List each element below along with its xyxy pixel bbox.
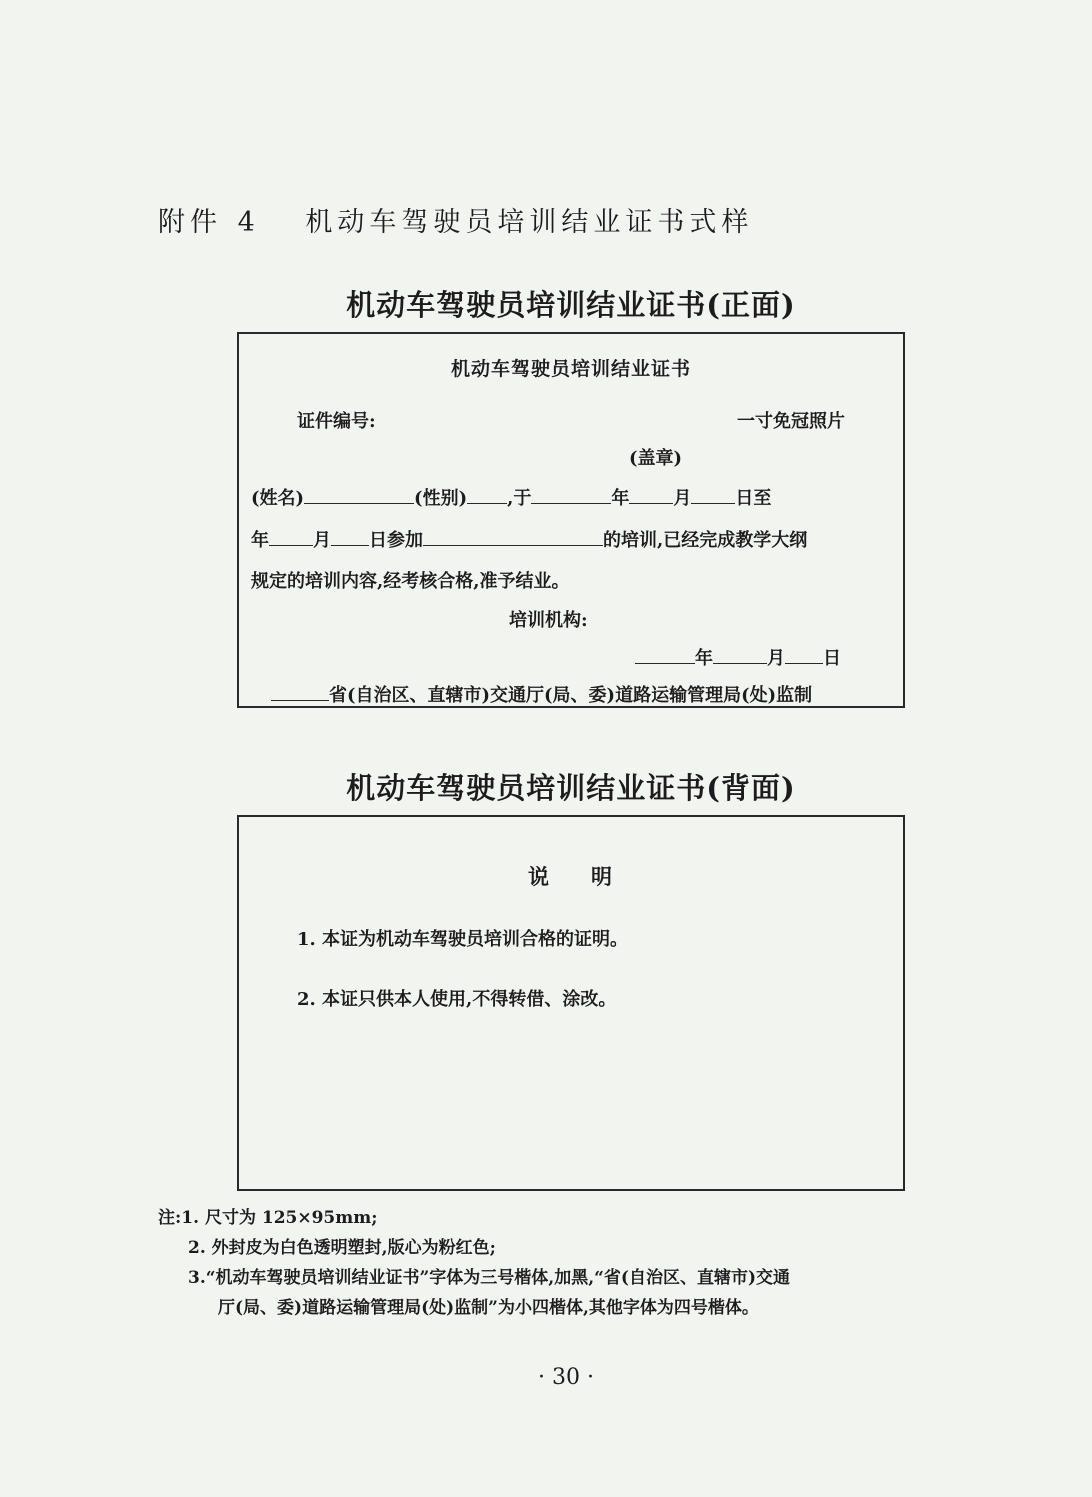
supervision-text: 省(自治区、直辖市)交通厅(局、委)道路运输管理局(处)监制 <box>329 685 813 706</box>
issue-month-label: 月 <box>767 648 785 669</box>
annex-label: 附件 <box>158 207 222 238</box>
province-blank <box>271 683 329 701</box>
gender-blank <box>467 486 507 504</box>
issue-year-blank <box>635 646 695 664</box>
name-label: (姓名) <box>251 488 305 509</box>
end-month-label: 月 <box>313 530 331 551</box>
description-heading <box>239 861 903 891</box>
annex-title-text: 机动车驾驶员培训结业证书式样 <box>305 207 754 238</box>
at-label: ,于 <box>507 488 532 509</box>
notes <box>158 1203 790 1323</box>
end-day-blank <box>331 528 369 546</box>
certificate-back <box>237 815 905 1191</box>
end-month-blank <box>269 528 313 546</box>
start-year-label: 年 <box>611 488 630 509</box>
issue-date <box>635 644 841 670</box>
certificate-front <box>237 332 905 708</box>
issue-month-blank <box>713 646 767 664</box>
description-item-1: 1. 本证为机动车驾驶员培训合格的证明。 <box>297 929 629 950</box>
note-1: 注:1. 尺寸为 125×95mm; <box>158 1208 378 1228</box>
front-section-title: 机动车驾驶员培训结业证书(正面) <box>346 288 796 322</box>
start-year-blank <box>531 486 611 504</box>
annex-title <box>158 200 753 239</box>
start-month-blank <box>629 486 673 504</box>
cert-number-label: 证件编号: <box>297 411 376 432</box>
page-number: · 30 · <box>538 1365 594 1390</box>
note-2: 2. 外封皮为白色透明塑封,版心为粉红色; <box>188 1238 496 1258</box>
issue-year-label: 年 <box>695 648 713 669</box>
photo-label: 一寸免冠照片 <box>737 411 845 432</box>
name-blank <box>304 486 414 504</box>
start-day-blank <box>691 486 735 504</box>
gender-label: (性别) <box>414 488 468 509</box>
institution-label: 培训机构: <box>509 610 588 631</box>
supervision-line <box>271 681 812 707</box>
description-item-2: 2. 本证只供本人使用,不得转借、涂改。 <box>297 989 617 1010</box>
day-attend-label: 日参加 <box>369 530 423 551</box>
description-heading-2: 明 <box>591 864 614 889</box>
cert-heading: 机动车驾驶员培训结业证书 <box>450 358 691 380</box>
training-type-blank <box>423 528 603 546</box>
back-section-title: 机动车驾驶员培训结业证书(背面) <box>346 771 796 805</box>
description-heading-1: 说 <box>528 864 551 889</box>
issue-day-label: 日 <box>823 648 841 669</box>
end-year-label: 年 <box>251 530 269 551</box>
issue-day-blank <box>785 646 823 664</box>
note-3b: 厅(局、委)道路运输管理局(处)监制”为小四楷体,其他字体为四号楷体。 <box>218 1298 759 1318</box>
note-3a: 3.“机动车驾驶员培训结业证书”字体为三号楷体,加黑,“省(自治区、直辖市)交通 <box>188 1268 791 1288</box>
day-to-label: 日至 <box>735 488 772 509</box>
front-line-3: 规定的培训内容,经考核合格,准予结业。 <box>251 571 570 592</box>
front-line-2 <box>251 526 807 552</box>
start-month-label: 月 <box>673 488 692 509</box>
annex-number: 4 <box>237 207 260 238</box>
front-line-1 <box>251 484 771 510</box>
training-suffix: 的培训,已经完成教学大纲 <box>603 530 808 551</box>
seal-label: (盖章) <box>629 448 683 469</box>
